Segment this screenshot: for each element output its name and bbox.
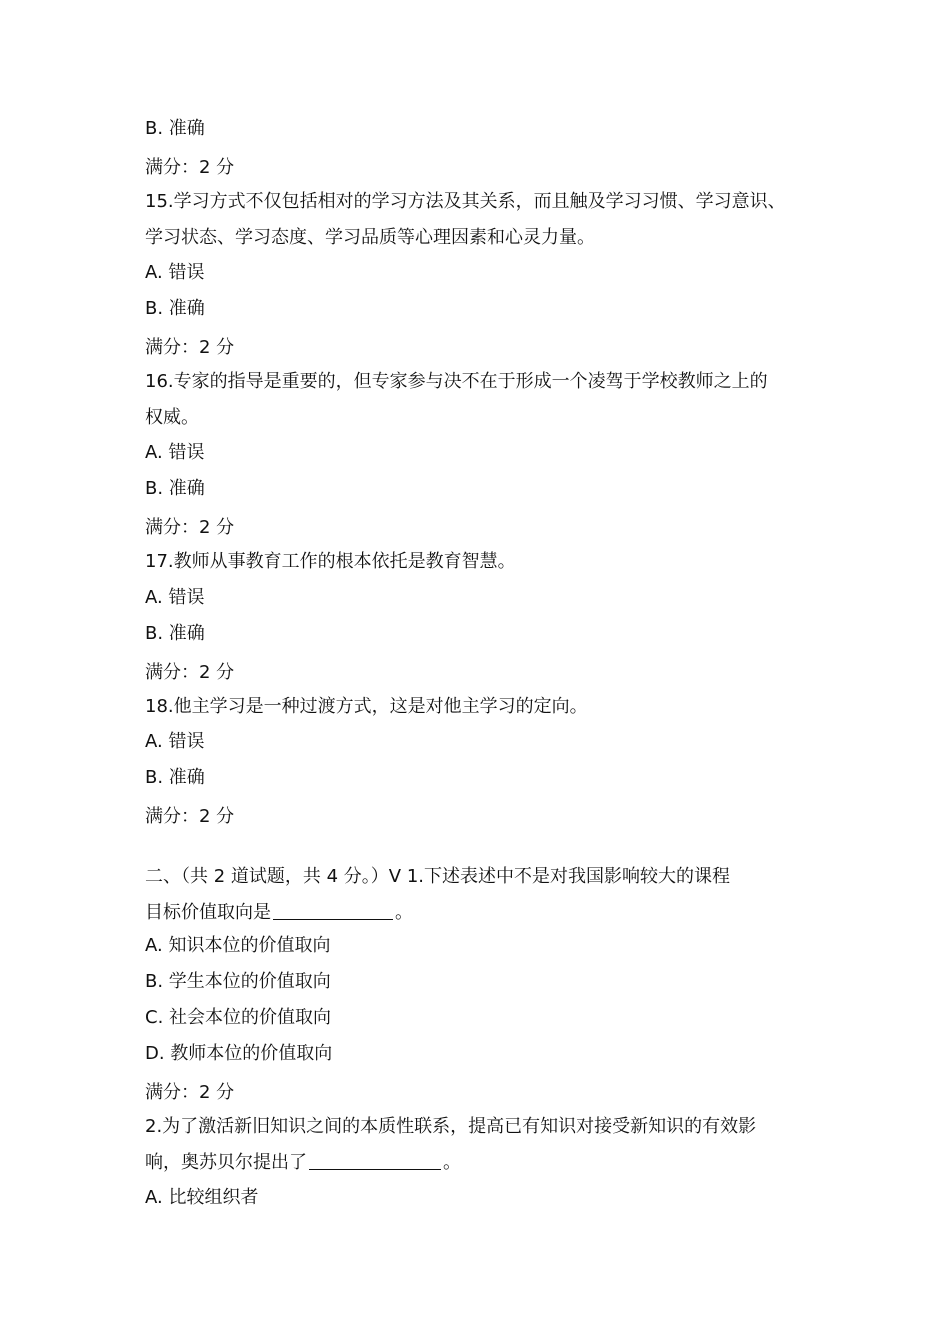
question-15-line-2: 学习状态、学习态度、学习品质等心理因素和心灵力量。 (145, 227, 595, 248)
option-b: B. 准确 (145, 623, 205, 644)
score-line: 满分：2 分 (145, 517, 235, 538)
question-text: 。 (395, 902, 413, 923)
option-d: D. 教师本位的价值取向 (145, 1043, 333, 1064)
question-18: 18.他主学习是一种过渡方式，这是对他主学习的定向。 (145, 696, 588, 717)
score-line: 满分：2 分 (145, 337, 235, 358)
option-a: A. 错误 (145, 731, 205, 752)
option-b: B. 学生本位的价值取向 (145, 971, 331, 992)
section-2-question-1-tail (145, 901, 815, 925)
question-text: 响，奥苏贝尔提出了 (145, 1152, 307, 1173)
answer-blank (273, 903, 393, 920)
option-a: A. 比较组织者 (145, 1187, 259, 1208)
score-line: 满分：2 分 (145, 806, 235, 827)
option-a: A. 知识本位的价值取向 (145, 935, 331, 956)
question-16-line-2: 权威。 (145, 407, 199, 428)
option-b: B. 准确 (145, 118, 205, 139)
score-line: 满分：2 分 (145, 662, 235, 683)
score-line: 满分：2 分 (145, 1082, 235, 1103)
option-b: B. 准确 (145, 298, 205, 319)
option-a: A. 错误 (145, 262, 205, 283)
option-a: A. 错误 (145, 587, 205, 608)
question-16-line-1: 16.专家的指导是重要的，但专家参与决不在于形成一个凌驾于学校教师之上的 (145, 371, 768, 392)
question-text: 目标价值取向是 (145, 902, 271, 923)
question-17: 17.教师从事教育工作的根本依托是教育智慧。 (145, 551, 516, 572)
section-2-question-2-line-2 (145, 1151, 815, 1175)
section-2-question-2-line-1: 2.为了激活新旧知识之间的本质性联系，提高已有知识对接受新知识的有效影 (145, 1116, 757, 1137)
question-text: 。 (443, 1152, 461, 1173)
option-c: C. 社会本位的价值取向 (145, 1007, 332, 1028)
score-line: 满分：2 分 (145, 157, 235, 178)
option-b: B. 准确 (145, 767, 205, 788)
section-2-header: 二、（共 2 道试题，共 4 分。）V 1.下述表述中不是对我国影响较大的课程 (145, 866, 730, 887)
option-b: B. 准确 (145, 478, 205, 499)
answer-blank (309, 1153, 441, 1170)
option-a: A. 错误 (145, 442, 205, 463)
question-15-line-1: 15.学习方式不仅包括相对的学习方法及其关系，而且触及学习习惯、学习意识、 (145, 191, 786, 212)
